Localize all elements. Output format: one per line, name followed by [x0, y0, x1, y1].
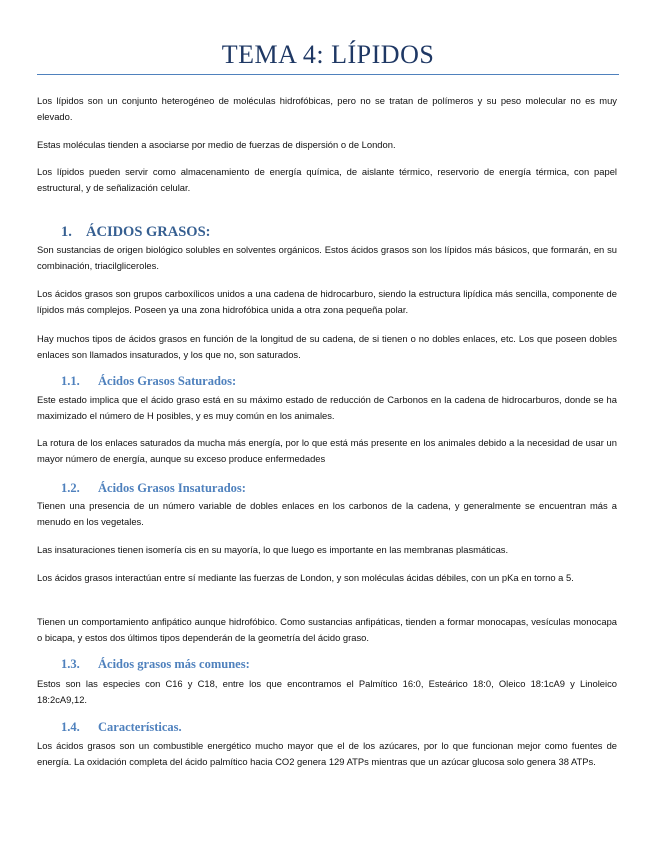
subsection-heading-saturados — [61, 374, 236, 389]
section-number: 1. — [61, 224, 72, 240]
section1-paragraph-3: Hay muchos tipos de ácidos grasos en función de la longitud de su cadena, de si tienen o no dobles enlaces, etc. Los que poseen dobles enlaces son llamados insaturados, y los que no, son saturados. — [37, 333, 617, 360]
sub11-paragraph-1: Este estado implica que el ácido graso está en su máximo estado de reducción de Carbonos en la cadena de hidrocarburos, donde se ha maximizado el número de H posibles, y es muy común en los animales. — [37, 394, 617, 421]
section1-paragraph-2: Los ácidos grasos son grupos carboxílicos unidos a una cadena de hidrocarburo, siendo la estructura lipídica más sencilla, componente de lípidos más complejos. Poseen ya una zona hidrofóbica unida a otra zona pequeña polar. — [37, 288, 617, 315]
sub13-paragraph-1: Estos son las especies con C16 y C18, entre los que encontramos el Palmítico 16:0, Esteárico 18:0, Oleico 18:1cA9 y Linoleico 18:2cA9,12. — [37, 678, 617, 705]
section-heading-acidos-grasos — [61, 224, 210, 241]
sub12-paragraph-3: Los ácidos grasos interactúan entre sí mediante las fuerzas de London, y son moléculas ácidas débiles, con un pKa en torno a 5. — [37, 572, 574, 583]
subsection-number: 1.1. — [61, 374, 80, 388]
sub14-paragraph-1: Los ácidos grasos son un combustible energético mucho mayor que el de los azúcares, por lo que funcionan mejor como fuentes de energía. La oxidación completa del ácido palmítico hacia CO2 genera 129 ATPs mientras que un azúcar glucosa solo genera 38 ATPs. — [37, 740, 617, 767]
sub12-paragraph-4: Tienen un comportamiento anfipático aunque hidrofóbico. Como sustancias anfipáticas, tienden a formar monocapas, vesículas monocapa o bicapa, y estos dos últimos tipos dependerán de la geometría del ácido graso. — [37, 616, 617, 643]
section1-paragraph-1: Son sustancias de origen biológico solubles en solventes orgánicos. Estos ácidos grasos son los lípidos más básicos, que formarán, en su combinación, triacilgliceroles. — [37, 244, 617, 271]
section-title: ÁCIDOS GRASOS: — [86, 224, 211, 240]
sub12-paragraph-1: Tienen una presencia de un número variable de dobles enlaces en los carbonos de la cadena, y generalmente se encuentran más a menudo en los vegetales. — [37, 500, 617, 527]
intro-paragraph-3: Los lípidos pueden servir como almacenamiento de energía química, de aislante térmico, reservorio de energía térmica, con papel estructural, y de señalización celular. — [37, 166, 617, 193]
subsection-number: 1.4. — [61, 720, 80, 734]
subsection-heading-caracteristicas — [61, 720, 182, 735]
intro-paragraph-1: Los lípidos son un conjunto heterogéneo de moléculas hidrofóbicas, pero no se tratan de polímeros y su peso molecular no es muy elevado. — [37, 95, 617, 122]
subsection-number: 1.2. — [61, 481, 80, 495]
sub12-paragraph-2: Las insaturaciones tienen isomería cis en su mayoría, lo que luego es importante en las membranas plasmáticas. — [37, 544, 509, 555]
sub11-paragraph-2: La rotura de los enlaces saturados da mucha más energía, por lo que está más presente en los animales debido a la necesidad de usar un mayor número de energía, aunque su exceso produce enfermedades — [37, 437, 617, 464]
title-underline — [37, 74, 619, 75]
subsection-title: Características. — [98, 720, 182, 734]
intro-paragraph-2: Estas moléculas tienden a asociarse por medio de fuerzas de dispersión o de London. — [37, 139, 396, 150]
subsection-heading-comunes — [61, 657, 250, 672]
subsection-title: Ácidos Grasos Saturados: — [98, 374, 237, 388]
subsection-title: Ácidos grasos más comunes: — [98, 657, 250, 671]
subsection-number: 1.3. — [61, 657, 80, 671]
page-title: TEMA 4: LÍPIDOS — [221, 40, 435, 69]
subsection-heading-insaturados — [61, 481, 246, 496]
subsection-title: Ácidos Grasos Insaturados: — [98, 481, 246, 495]
